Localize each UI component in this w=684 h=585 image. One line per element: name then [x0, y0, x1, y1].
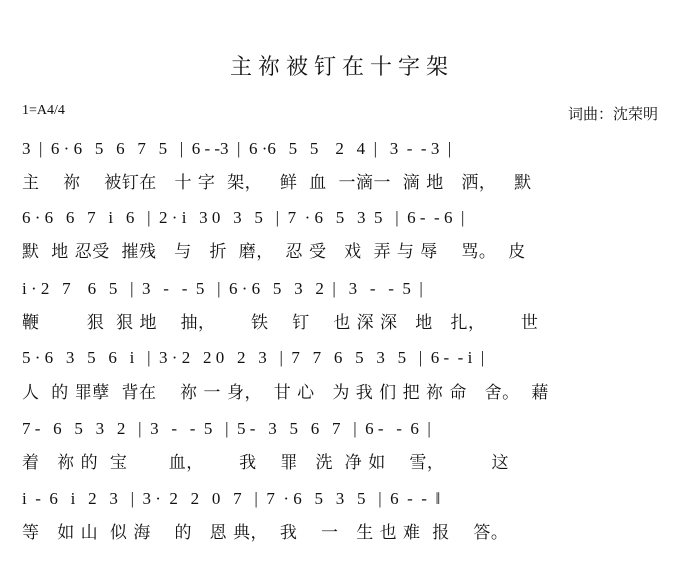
notation-line-6: i - 6 i 2 3 | 3 · 2 2 0 7 | 7 · 6 5 3 5 | 6 - - ‖: [22, 489, 441, 508]
composer-credit: 词曲：沈荣明: [567, 105, 658, 123]
song-title: 主祢被钉在十字架: [229, 55, 454, 80]
lyrics-line-4: 人 的 罪孽 背在 祢 一 身， 甘 心 为 我 们 把 祢 命 舍。 藉: [22, 383, 549, 403]
notation-line-3: i · 2 7 6 5 | 3 - - 5 | 6 · 6 5 3 2 | 3 - - 5 |: [22, 279, 423, 298]
lyrics-line-6: 等 如 山 似 海 的 恩 典， 我 一 生 也 难 报 答。: [22, 523, 509, 543]
key-signature: 1=A4/4: [22, 103, 65, 118]
notation-line-4: 5 · 6 3 5 6 i | 3 · 2 2 0 2 3 | 7 7 6 5 3 5 | 6 - - i |: [22, 348, 485, 367]
notation-line-2: 6 · 6 6 7 i 6 | 2 · i 3 0 3 5 | 7 · 6 5 3 5 | 6 - - 6 |: [22, 208, 465, 227]
lyrics-line-1: 主 祢 被钉在 十 字 架， 鲜 血 一滴一 滴 地 洒， 默: [22, 173, 532, 193]
notation-line-5: 7 - 6 5 3 2 | 3 - - 5 | 5 - 3 5 6 7 | 6 - - 6 |: [22, 419, 431, 438]
notation-line-1: 3 | 6 · 6 5 6 7 5 | 6 - -3 | 6 ·6 5 5 2 4 | 3 - - 3 |: [22, 139, 452, 158]
lyrics-line-2: 默 地 忍受 摧残 与 折 磨， 忍 受 戏 弄 与 辱 骂。 皮: [22, 242, 526, 262]
lyrics-line-3: 鞭 狠 狠 地 抽， 铁 钉 也 深 深 地 扎， 世: [22, 313, 539, 333]
lyrics-line-5: 着 祢 的 宝 血， 我 罪 洗 净 如 雪， 这: [22, 453, 510, 473]
